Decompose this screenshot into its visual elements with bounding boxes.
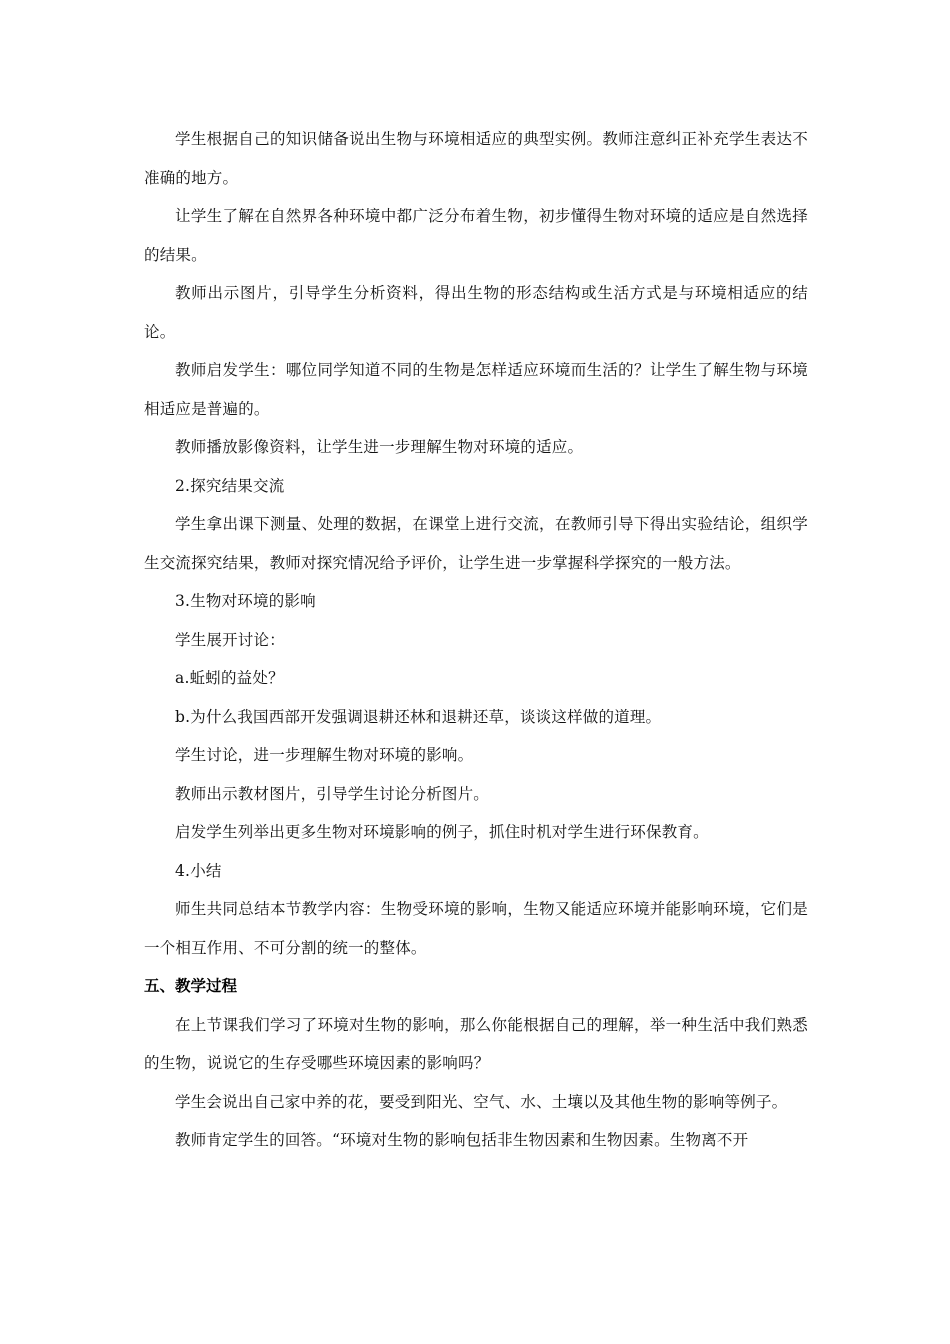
line-discussion-intro: 学生展开讨论： [175, 630, 285, 649]
paragraph-teacher-question: 教师启发学生：哪位同学知道不同的生物是怎样适应环境而生活的？让学生了解生物与环境相适应是普遍的。 [144, 361, 808, 418]
subheading-summary: 4.小结 [175, 861, 222, 880]
list-item-b: b.为什么我国西部开发强调退耕还林和退耕还草，谈谈这样做的道理。 [175, 707, 662, 726]
section-heading-teaching-process: 五、教学过程 [144, 977, 238, 995]
paragraph-video: 教师播放影像资料，让学生进一步理解生物对环境的适应。 [175, 438, 584, 456]
document-body [144, 120, 808, 1160]
paragraph-teacher-affirmation: 教师肯定学生的回答。“环境对生物的影响包括非生物因素和生物因素。生物离不开 [175, 1131, 749, 1149]
paragraph-student-examples: 学生根据自己的知识储备说出生物与环境相适应的典型实例。教师注意纠正补充学生表达不准确的地方。 [144, 130, 808, 187]
paragraph-summary: 师生共同总结本节教学内容：生物受环境的影响，生物又能适应环境并能影响环境，它们是一个相互作用、不可分割的统一的整体。 [144, 900, 808, 957]
subheading-organism-impact: 3.生物对环境的影响 [175, 592, 316, 610]
line-student-discussion: 学生讨论，进一步理解生物对环境的影响。 [175, 746, 474, 764]
paragraph-data-exchange: 学生拿出课下测量、处理的数据，在课堂上进行交流，在教师引导下得出实验结论，组织学生交流探究结果，教师对探究情况给予评价，让学生进一步掌握科学探究的一般方法。 [144, 515, 808, 572]
subheading-results-exchange: 2.探究结果交流 [175, 476, 285, 495]
paragraph-natural-selection: 让学生了解在自然界各种环境中都广泛分布着生物，初步懂得生物对环境的适应是自然选择的结果。 [144, 207, 808, 264]
paragraph-student-answer: 学生会说出自己家中养的花，要受到阳光、空气、水、土壤以及其他生物的影响等例子。 [175, 1092, 788, 1111]
list-item-a: a.蚯蚓的益处？ [175, 669, 284, 687]
line-teacher-figures: 教师出示教材图片，引导学生讨论分析图片。 [175, 784, 490, 803]
paragraph-teacher-pictures: 教师出示图片，引导学生分析资料，得出生物的形态结构或生活方式是与环境相适应的结论。 [144, 284, 808, 341]
line-environment-education: 启发学生列举出更多生物对环境影响的例子，抓住时机对学生进行环保教育。 [175, 823, 709, 841]
paragraph-lesson-question: 在上节课我们学习了环境对生物的影响，那么你能根据自己的理解，举一种生活中我们熟悉的生物，说说它的生存受哪些环境因素的影响吗？ [144, 1015, 808, 1072]
